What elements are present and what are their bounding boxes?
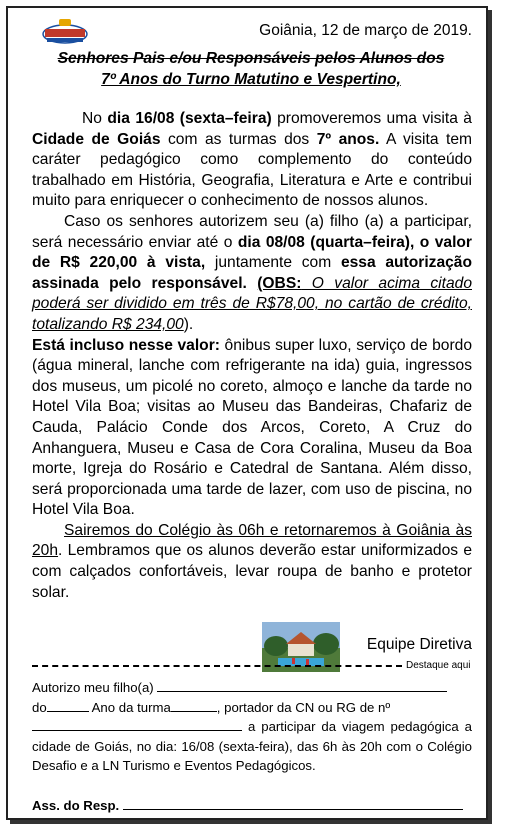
letter-body: [32, 109, 472, 603]
paragraph-included: [32, 336, 472, 521]
paragraph-schedule: [32, 521, 472, 603]
payment-deadline: dia 08/08 (quarta–feira), o valor de R$ 220,00 à vista,: [32, 233, 472, 272]
form-text: Autorizo meu filho(a): [32, 680, 158, 695]
text: com as turmas dos: [160, 130, 317, 148]
text: ).: [183, 315, 194, 333]
form-text: do: [32, 699, 47, 715]
signature-line[interactable]: [123, 797, 463, 810]
obs-label: (OBS:: [257, 274, 302, 292]
form-text: a participar da viagem pedagógica a cidade de Goiás, no dia: 16/08 (sexta-feira), das 6h às 20h com o Colégio Desafio e a LN Turismo e Eventos Pedagógicos.: [32, 719, 472, 773]
title-line-1: Senhores Pais e/ou Responsáveis pelos Alunos dos: [57, 50, 445, 67]
visit-date: dia 16/08 (sexta–feira): [107, 110, 272, 127]
included-text: ônibus super luxo, serviço de bordo (água mineral, lanche com refrigerante na ida) guia, ingressos dos museus, um picolé no coreto, almoço e lanche da tarde no Hotel Vila Boa; visitas ao Museu das Bandeiras, Chafariz de Cauda, Palácio Conde dos Arcos, Coreto, A Cruz do Anhanguera, Museu e Casa de Cora Coralina, Museu da Boa morte, Igreja do Rosário e Catedral de Santana. Além disso, será proporcionada uma tarde de lazer, com uso de piscina, no Hotel Vila Boa.: [32, 336, 473, 519]
signature-team: Equipe Diretiva: [366, 636, 472, 653]
school-logo: [32, 18, 96, 46]
document-title: [26, 48, 476, 90]
grade-field[interactable]: [47, 699, 89, 712]
authorization-note: essa autorização assinada pelo responsável.: [32, 254, 472, 292]
text: . Lembramos que os alunos deverão estar uniformizados e com calçados confortáveis, levar roupa de banho e protetor solar.: [32, 542, 472, 601]
cut-line: [32, 665, 402, 667]
signature-label: Ass. do Resp.: [32, 798, 120, 813]
document-number-field[interactable]: [32, 718, 242, 731]
form-text: , portador da CN ou RG de nº: [216, 699, 391, 715]
document-frame: [6, 6, 488, 820]
authorization-form: [32, 678, 472, 776]
signature-field: [32, 797, 463, 813]
child-name-field[interactable]: [157, 679, 447, 692]
title-line-2: 7º Anos do Turno Matutino e Vespertino,: [101, 71, 401, 88]
text: promoveremos uma visita à: [271, 110, 472, 127]
class-field[interactable]: [171, 699, 217, 712]
schedule-text: Sairemos do Colégio às 06h e retornaremos à Goiânia às 20h: [32, 521, 472, 560]
document-date: Goiânia, 12 de março de 2019.: [259, 22, 472, 39]
form-text: Ano da turma: [88, 699, 171, 715]
text: juntamente com: [205, 254, 341, 272]
text: No: [82, 110, 108, 127]
paragraph-payment: [32, 212, 472, 336]
included-label: Está incluso nesse valor:: [32, 336, 220, 354]
destination: Cidade de Goiás: [32, 130, 161, 148]
cut-label: Destaque aqui: [406, 660, 471, 671]
paragraph-visit: [32, 109, 472, 212]
text: Caso os senhores autorizem seu (a) filho (a) a participar, será necessário enviar até o: [32, 212, 472, 251]
grade: 7º anos.: [316, 130, 380, 148]
text: A visita tem caráter pedagógico como complemento do conteúdo trabalhado em História, Geografia, Literatura e Arte e contribui muito para enriquecer o conhecimento de nossos alunos.: [32, 130, 472, 210]
obs-text: O valor acima citado poderá ser dividido em três de R$78,00, no cartão de crédito, totalizando R$ 234,00: [32, 274, 472, 333]
